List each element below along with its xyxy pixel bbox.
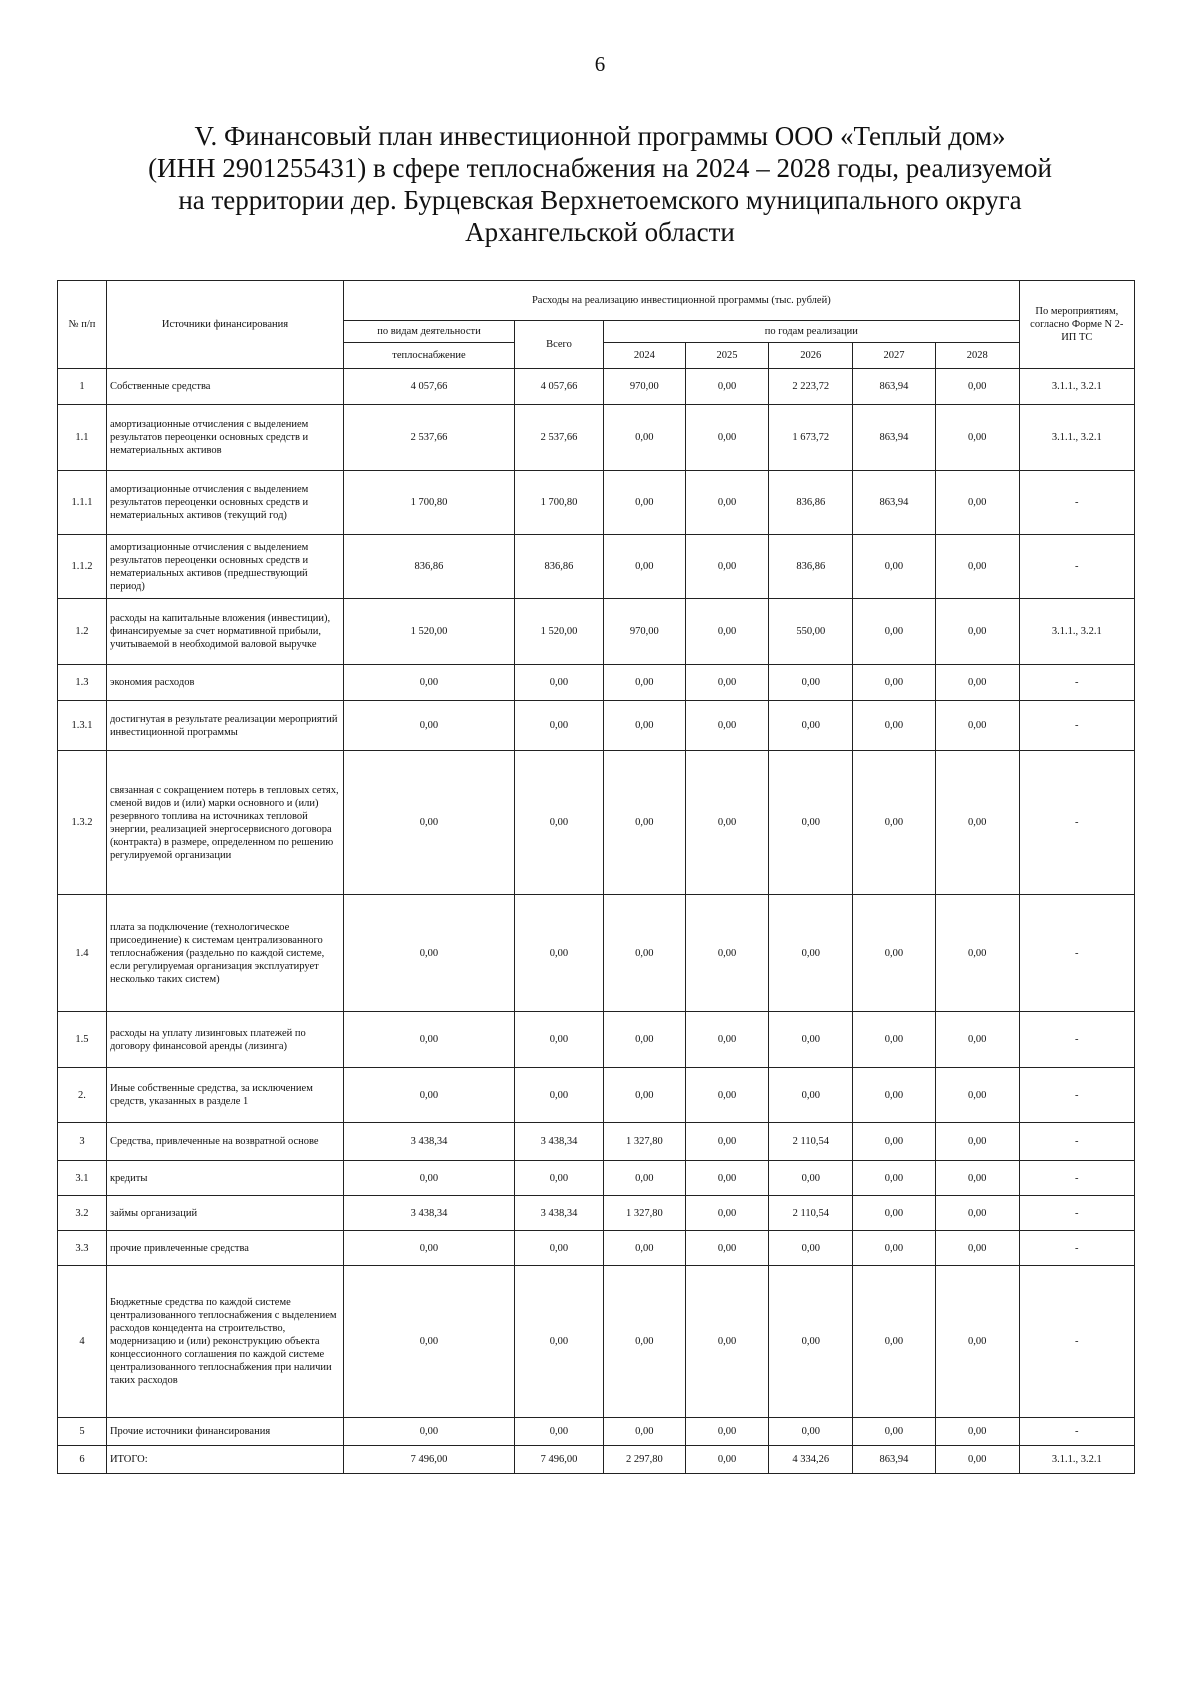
cell-measure: - — [1019, 1196, 1134, 1231]
cell-y2025: 0,00 — [685, 1123, 769, 1161]
cell-y2024: 0,00 — [604, 701, 686, 751]
cell-y2026: 0,00 — [769, 1418, 853, 1446]
cell-y2025: 0,00 — [685, 471, 769, 535]
cell-y2024: 0,00 — [604, 1266, 686, 1418]
cell-total: 0,00 — [514, 1012, 603, 1068]
cell-y2025: 0,00 — [685, 1418, 769, 1446]
cell-y2025: 0,00 — [685, 369, 769, 405]
cell-y2028: 0,00 — [935, 535, 1019, 599]
cell-measure: - — [1019, 895, 1134, 1012]
table-row — [58, 665, 1135, 701]
cell-heat: 1 520,00 — [344, 599, 515, 665]
cell-y2026: 0,00 — [769, 751, 853, 895]
cell-measure: - — [1019, 1266, 1134, 1418]
financial-plan-table — [57, 280, 1135, 1474]
cell-num: 1.1.1 — [58, 471, 107, 535]
cell-y2028: 0,00 — [935, 599, 1019, 665]
cell-y2024: 0,00 — [604, 1068, 686, 1123]
cell-y2027: 0,00 — [853, 1196, 936, 1231]
cell-num: 1.1.2 — [58, 535, 107, 599]
header-source: Источники финансирования — [106, 281, 343, 369]
title-line: Архангельской области — [465, 217, 735, 247]
cell-y2028: 0,00 — [935, 1161, 1019, 1196]
cell-y2028: 0,00 — [935, 369, 1019, 405]
header-year: 2028 — [935, 343, 1019, 369]
cell-y2024: 0,00 — [604, 895, 686, 1012]
header-heat-supply: теплоснабжение — [344, 343, 515, 369]
cell-source: займы организаций — [106, 1196, 343, 1231]
cell-total: 3 438,34 — [514, 1196, 603, 1231]
title-line: V. Финансовый план инвестиционной программы ООО «Теплый дом» — [194, 121, 1006, 151]
cell-source: ИТОГО: — [106, 1446, 343, 1474]
cell-heat: 0,00 — [344, 701, 515, 751]
cell-y2028: 0,00 — [935, 1012, 1019, 1068]
cell-y2025: 0,00 — [685, 405, 769, 471]
cell-y2027: 0,00 — [853, 751, 936, 895]
cell-y2028: 0,00 — [935, 1123, 1019, 1161]
cell-heat: 0,00 — [344, 751, 515, 895]
cell-heat: 0,00 — [344, 1012, 515, 1068]
cell-y2025: 0,00 — [685, 1266, 769, 1418]
cell-y2026: 2 223,72 — [769, 369, 853, 405]
cell-y2026: 2 110,54 — [769, 1123, 853, 1161]
cell-source: Средства, привлеченные на возвратной основе — [106, 1123, 343, 1161]
header-num: № п/п — [58, 281, 107, 369]
cell-y2024: 0,00 — [604, 1012, 686, 1068]
cell-total: 0,00 — [514, 1161, 603, 1196]
cell-heat: 0,00 — [344, 1161, 515, 1196]
cell-total: 1 520,00 — [514, 599, 603, 665]
cell-y2027: 0,00 — [853, 599, 936, 665]
cell-source: Иные собственные средства, за исключением средств, указанных в разделе 1 — [106, 1068, 343, 1123]
cell-y2026: 2 110,54 — [769, 1196, 853, 1231]
cell-heat: 0,00 — [344, 1418, 515, 1446]
cell-y2026: 0,00 — [769, 1012, 853, 1068]
cell-y2027: 0,00 — [853, 701, 936, 751]
cell-num: 5 — [58, 1418, 107, 1446]
cell-heat: 3 438,34 — [344, 1196, 515, 1231]
cell-y2026: 1 673,72 — [769, 405, 853, 471]
cell-y2026: 836,86 — [769, 471, 853, 535]
table-row — [58, 471, 1135, 535]
cell-y2028: 0,00 — [935, 895, 1019, 1012]
table-row — [58, 895, 1135, 1012]
cell-num: 1.4 — [58, 895, 107, 1012]
cell-total: 0,00 — [514, 1418, 603, 1446]
cell-y2024: 1 327,80 — [604, 1196, 686, 1231]
cell-y2024: 0,00 — [604, 751, 686, 895]
cell-num: 1.3 — [58, 665, 107, 701]
cell-y2028: 0,00 — [935, 665, 1019, 701]
cell-source: амортизационные отчисления с выделением результатов переоценки основных средств и нематериальных активов — [106, 405, 343, 471]
table-row — [58, 599, 1135, 665]
cell-y2028: 0,00 — [935, 405, 1019, 471]
table-row — [58, 1123, 1135, 1161]
cell-total: 2 537,66 — [514, 405, 603, 471]
cell-y2024: 0,00 — [604, 405, 686, 471]
cell-heat: 0,00 — [344, 1068, 515, 1123]
cell-num: 3.3 — [58, 1231, 107, 1266]
cell-y2024: 970,00 — [604, 369, 686, 405]
cell-heat: 0,00 — [344, 665, 515, 701]
cell-total: 0,00 — [514, 1068, 603, 1123]
cell-y2027: 0,00 — [853, 1123, 936, 1161]
cell-y2027: 863,94 — [853, 405, 936, 471]
cell-total: 0,00 — [514, 1231, 603, 1266]
cell-num: 3 — [58, 1123, 107, 1161]
cell-num: 1.3.2 — [58, 751, 107, 895]
header-measures: По мероприятиям, согласно Форме N 2-ИП ТС — [1019, 281, 1134, 369]
cell-source: расходы на капитальные вложения (инвестиции), финансируемые за счет нормативной прибыли, учитываемой в необходимой валовой выручке — [106, 599, 343, 665]
cell-source: экономия расходов — [106, 665, 343, 701]
cell-y2025: 0,00 — [685, 895, 769, 1012]
cell-y2025: 0,00 — [685, 1231, 769, 1266]
cell-y2027: 863,94 — [853, 471, 936, 535]
cell-measure: - — [1019, 1012, 1134, 1068]
cell-total: 836,86 — [514, 535, 603, 599]
cell-y2024: 2 297,80 — [604, 1446, 686, 1474]
cell-total: 0,00 — [514, 895, 603, 1012]
table-row — [58, 701, 1135, 751]
cell-measure: 3.1.1., 3.2.1 — [1019, 405, 1134, 471]
cell-measure: 3.1.1., 3.2.1 — [1019, 599, 1134, 665]
table-row — [58, 369, 1135, 405]
header-total: Всего — [514, 321, 603, 369]
cell-total: 1 700,80 — [514, 471, 603, 535]
header-year: 2024 — [604, 343, 686, 369]
cell-heat: 0,00 — [344, 1231, 515, 1266]
cell-y2028: 0,00 — [935, 1196, 1019, 1231]
cell-heat: 3 438,34 — [344, 1123, 515, 1161]
cell-y2027: 0,00 — [853, 1418, 936, 1446]
cell-y2027: 0,00 — [853, 1012, 936, 1068]
cell-measure: 3.1.1., 3.2.1 — [1019, 369, 1134, 405]
cell-y2026: 0,00 — [769, 665, 853, 701]
header-by-years: по годам реализации — [604, 321, 1020, 343]
cell-y2025: 0,00 — [685, 701, 769, 751]
cell-y2027: 0,00 — [853, 1068, 936, 1123]
table-row — [58, 1231, 1135, 1266]
cell-y2024: 0,00 — [604, 471, 686, 535]
cell-num: 1.1 — [58, 405, 107, 471]
cell-total: 7 496,00 — [514, 1446, 603, 1474]
cell-source: связанная с сокращением потерь в тепловых сетях, сменой видов и (или) марки основного и (или) резервного топлива на источниках тепловой энергии, реализацией энергосервисного договора (контракта) в размере, определенном по решению регулируемой организации — [106, 751, 343, 895]
cell-y2028: 0,00 — [935, 1266, 1019, 1418]
cell-total: 4 057,66 — [514, 369, 603, 405]
cell-y2028: 0,00 — [935, 471, 1019, 535]
cell-num: 4 — [58, 1266, 107, 1418]
cell-y2028: 0,00 — [935, 1446, 1019, 1474]
cell-y2025: 0,00 — [685, 535, 769, 599]
cell-num: 1.5 — [58, 1012, 107, 1068]
cell-y2027: 0,00 — [853, 895, 936, 1012]
cell-y2025: 0,00 — [685, 599, 769, 665]
document-title — [100, 120, 1100, 248]
cell-y2028: 0,00 — [935, 701, 1019, 751]
table-row — [58, 751, 1135, 895]
cell-heat: 2 537,66 — [344, 405, 515, 471]
cell-y2027: 0,00 — [853, 1266, 936, 1418]
cell-y2027: 0,00 — [853, 535, 936, 599]
cell-total: 0,00 — [514, 665, 603, 701]
cell-y2026: 0,00 — [769, 1231, 853, 1266]
cell-source: Собственные средства — [106, 369, 343, 405]
cell-heat: 836,86 — [344, 535, 515, 599]
cell-y2026: 0,00 — [769, 1161, 853, 1196]
cell-y2027: 863,94 — [853, 1446, 936, 1474]
title-line: на территории дер. Бурцевская Верхнетоемского муниципального округа — [178, 185, 1022, 215]
cell-source: Бюджетные средства по каждой системе централизованного теплоснабжения с выделением расходов концедента на строительство, модернизацию и (или) реконструкцию объекта концессионного соглашения по каждой системе централизованного теплоснабжения при наличии таких расходов — [106, 1266, 343, 1418]
table-row — [58, 1266, 1135, 1418]
cell-y2026: 0,00 — [769, 701, 853, 751]
table-row — [58, 1418, 1135, 1446]
title-line: (ИНН 2901255431) в сфере теплоснабжения на 2024 – 2028 годы, реализуемой — [148, 153, 1052, 183]
cell-total: 0,00 — [514, 751, 603, 895]
cell-y2026: 4 334,26 — [769, 1446, 853, 1474]
cell-num: 1.3.1 — [58, 701, 107, 751]
cell-heat: 1 700,80 — [344, 471, 515, 535]
cell-y2026: 836,86 — [769, 535, 853, 599]
cell-num: 2. — [58, 1068, 107, 1123]
cell-num: 6 — [58, 1446, 107, 1474]
cell-measure: - — [1019, 1123, 1134, 1161]
cell-y2025: 0,00 — [685, 1068, 769, 1123]
cell-y2024: 0,00 — [604, 1161, 686, 1196]
header-year: 2025 — [685, 343, 769, 369]
cell-y2024: 0,00 — [604, 1418, 686, 1446]
cell-y2027: 0,00 — [853, 1161, 936, 1196]
cell-y2025: 0,00 — [685, 1012, 769, 1068]
header-expenses: Расходы на реализацию инвестиционной программы (тыс. рублей) — [344, 281, 1020, 321]
cell-source: достигнутая в результате реализации мероприятий инвестиционной программы — [106, 701, 343, 751]
cell-y2025: 0,00 — [685, 1196, 769, 1231]
cell-total: 0,00 — [514, 701, 603, 751]
cell-y2024: 0,00 — [604, 1231, 686, 1266]
cell-y2026: 0,00 — [769, 895, 853, 1012]
cell-total: 3 438,34 — [514, 1123, 603, 1161]
cell-measure: - — [1019, 1161, 1134, 1196]
cell-y2026: 550,00 — [769, 599, 853, 665]
cell-y2024: 0,00 — [604, 535, 686, 599]
cell-heat: 7 496,00 — [344, 1446, 515, 1474]
table-row — [58, 1068, 1135, 1123]
cell-y2025: 0,00 — [685, 751, 769, 895]
cell-source: плата за подключение (технологическое присоединение) к системам централизованного теплоснабжения (раздельно по каждой системе, если регулируемая организация эксплуатирует несколько таких систем) — [106, 895, 343, 1012]
table-row — [58, 1012, 1135, 1068]
cell-num: 3.1 — [58, 1161, 107, 1196]
header-by-activity: по видам деятельности — [344, 321, 515, 343]
cell-y2028: 0,00 — [935, 1068, 1019, 1123]
page-number: 6 — [594, 52, 606, 76]
cell-heat: 0,00 — [344, 1266, 515, 1418]
cell-source: расходы на уплату лизинговых платежей по договору финансовой аренды (лизинга) — [106, 1012, 343, 1068]
table-row — [58, 1446, 1135, 1474]
cell-source: прочие привлеченные средства — [106, 1231, 343, 1266]
header-year: 2027 — [853, 343, 936, 369]
cell-y2027: 863,94 — [853, 369, 936, 405]
cell-y2024: 0,00 — [604, 665, 686, 701]
cell-source: кредиты — [106, 1161, 343, 1196]
cell-measure: - — [1019, 1068, 1134, 1123]
cell-heat: 0,00 — [344, 895, 515, 1012]
table-row — [58, 1196, 1135, 1231]
cell-y2024: 1 327,80 — [604, 1123, 686, 1161]
cell-y2028: 0,00 — [935, 1418, 1019, 1446]
cell-measure: - — [1019, 1418, 1134, 1446]
cell-measure: - — [1019, 751, 1134, 895]
table-row — [58, 1161, 1135, 1196]
cell-y2024: 970,00 — [604, 599, 686, 665]
cell-y2025: 0,00 — [685, 1446, 769, 1474]
cell-num: 3.2 — [58, 1196, 107, 1231]
table-row — [58, 405, 1135, 471]
cell-y2028: 0,00 — [935, 751, 1019, 895]
cell-y2027: 0,00 — [853, 1231, 936, 1266]
cell-measure: 3.1.1., 3.2.1 — [1019, 1446, 1134, 1474]
cell-num: 1.2 — [58, 599, 107, 665]
cell-total: 0,00 — [514, 1266, 603, 1418]
cell-measure: - — [1019, 471, 1134, 535]
table-row — [58, 535, 1135, 599]
cell-source: амортизационные отчисления с выделением результатов переоценки основных средств и нематериальных активов (текущий год) — [106, 471, 343, 535]
cell-num: 1 — [58, 369, 107, 405]
cell-y2026: 0,00 — [769, 1068, 853, 1123]
cell-measure: - — [1019, 665, 1134, 701]
cell-heat: 4 057,66 — [344, 369, 515, 405]
header-year: 2026 — [769, 343, 853, 369]
cell-measure: - — [1019, 1231, 1134, 1266]
cell-y2028: 0,00 — [935, 1231, 1019, 1266]
cell-y2026: 0,00 — [769, 1266, 853, 1418]
cell-y2027: 0,00 — [853, 665, 936, 701]
cell-y2025: 0,00 — [685, 1161, 769, 1196]
cell-y2025: 0,00 — [685, 665, 769, 701]
cell-source: амортизационные отчисления с выделением результатов переоценки основных средств и нематериальных активов (предшествующий период) — [106, 535, 343, 599]
cell-source: Прочие источники финансирования — [106, 1418, 343, 1446]
cell-measure: - — [1019, 535, 1134, 599]
cell-measure: - — [1019, 701, 1134, 751]
